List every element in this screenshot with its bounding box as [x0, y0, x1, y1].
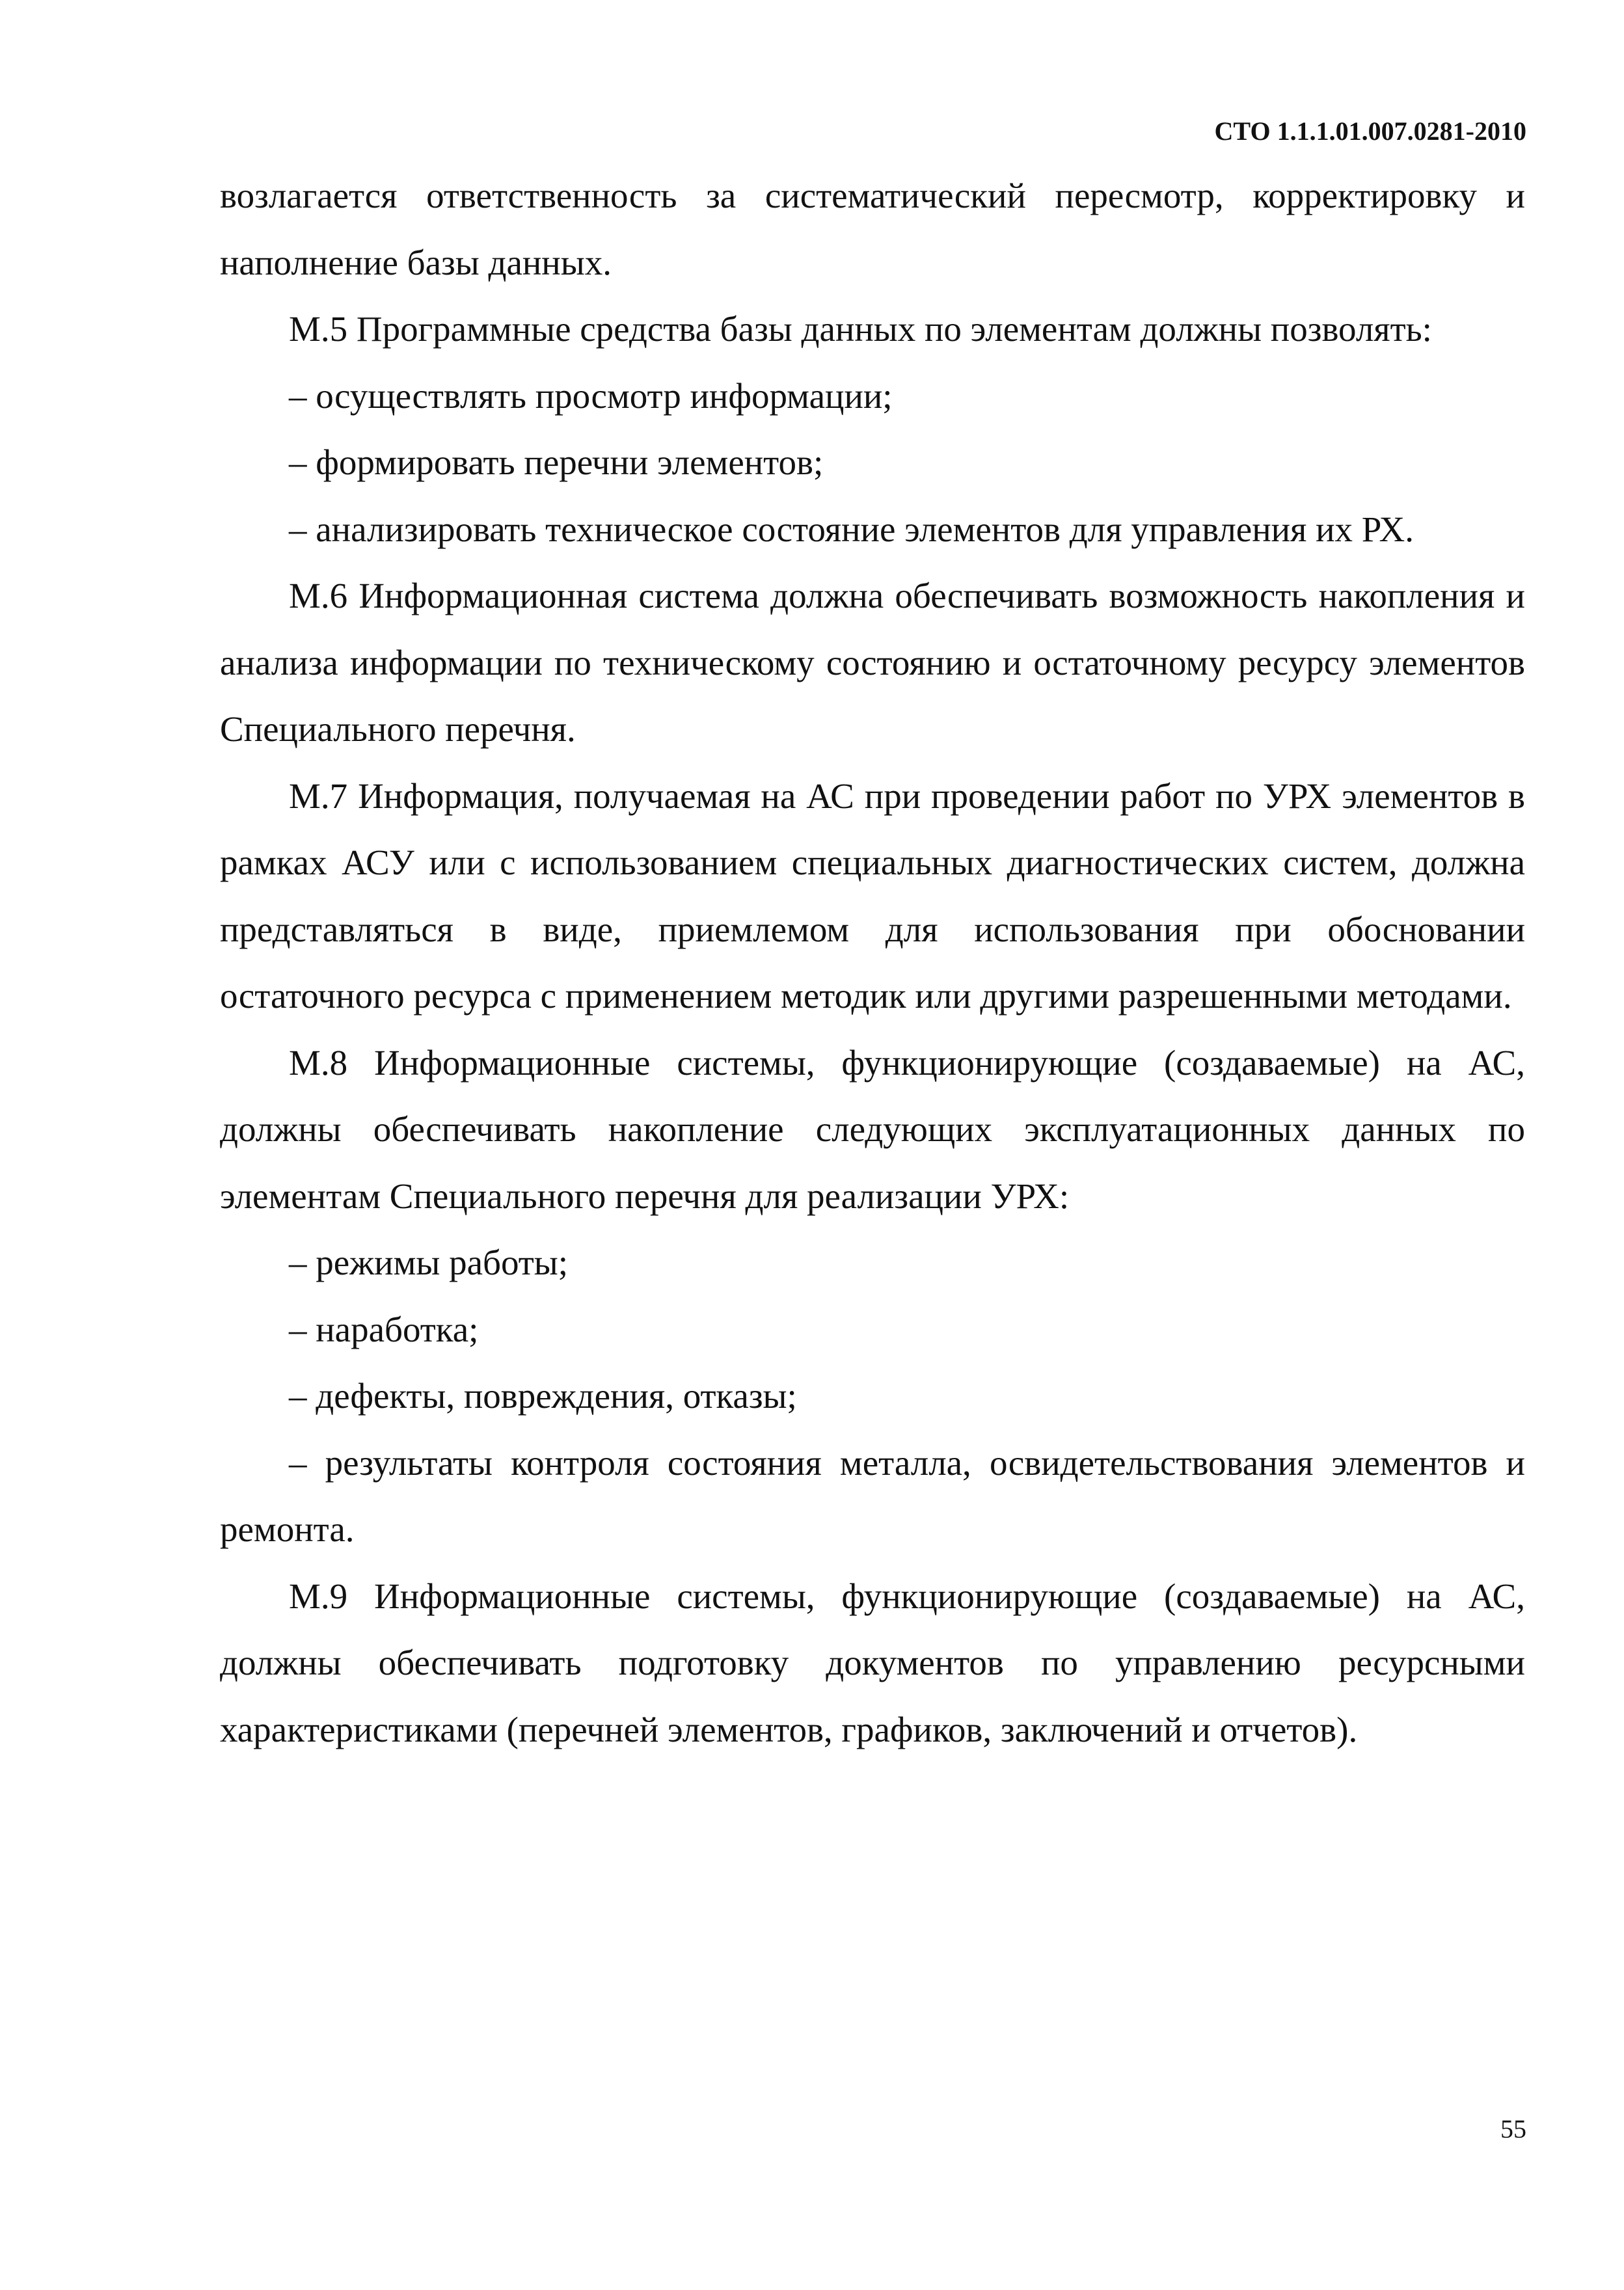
list-item-m8-2: – наработка;	[289, 1309, 479, 1349]
paragraph-m8: М.8 Информационные системы, функционирующие (создаваемые) на АС, должны обеспечивать накопление следующих эксплуатационных данных по элементам Специального перечня для реализации УРХ:	[220, 1042, 1525, 1216]
list-item-m5-3: – анализировать техническое состояние элементов для управления их РХ.	[289, 509, 1414, 549]
paragraph-m5: М.5 Программные средства базы данных по элементам должны позволять:	[289, 309, 1432, 349]
paragraph-m7: М.7 Информация, получаемая на АС при проведении работ по УРХ элементов в рамках АСУ или с использованием специальных диагностических систем, должна представляться в виде, приемлемом для использования при обосновании остаточного ресурса с применением методик или другими разрешенными методами.	[220, 775, 1525, 1016]
list-item-m8-3: – дефекты, повреждения, отказы;	[289, 1376, 797, 1416]
list-item-m8-1: – режимы работы;	[289, 1243, 569, 1282]
paragraph-continuation: возлагается ответственность за систематический пересмотр, корректировку и наполнение базы данных.	[220, 176, 1525, 282]
paragraph-m9: М.9 Информационные системы, функционирующие (создаваемые) на АС, должны обеспечивать подготовку документов по управлению ресурсными характеристиками (перечней элементов, графиков, заключений и отчетов).	[220, 1576, 1525, 1749]
list-item-m5-1: – осуществлять просмотр информации;	[289, 375, 893, 416]
paragraph-m6: М.6 Информационная система должна обеспечивать возможность накопления и анализа информации по техническому состоянию и остаточному ресурсу элементов Специального перечня.	[220, 576, 1525, 749]
document-code-header: СТО 1.1.1.01.007.0281-2010	[1214, 116, 1526, 146]
document-body	[220, 163, 1525, 1763]
list-item-m8-4: – результаты контроля состояния металла, освидетельствования элементов и ремонта.	[220, 1442, 1525, 1549]
list-item-m5-2: – формировать перечни элементов;	[289, 442, 824, 482]
page-number: 55	[1500, 2114, 1526, 2144]
